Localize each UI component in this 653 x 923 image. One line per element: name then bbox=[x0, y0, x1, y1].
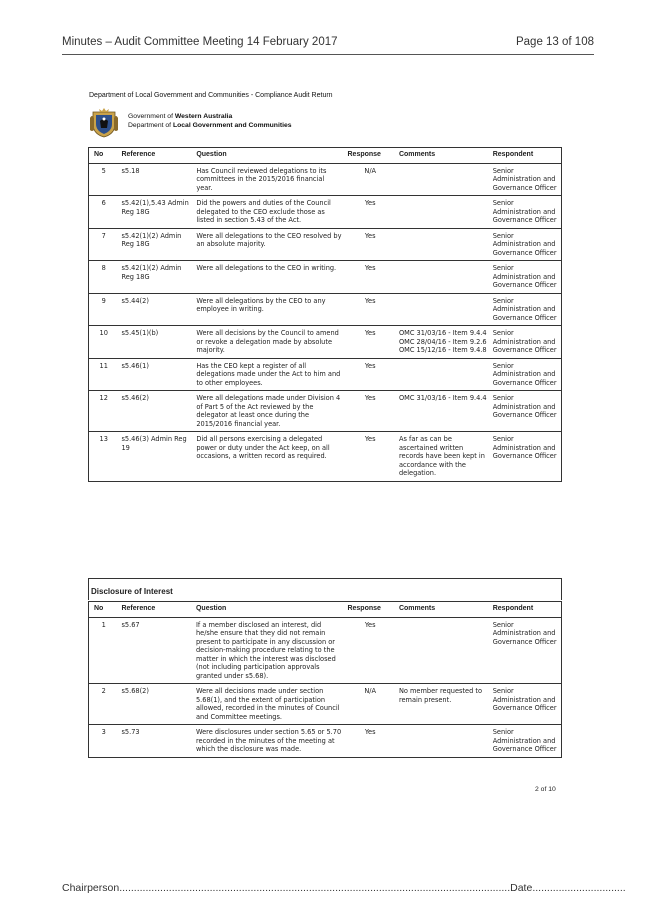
chairperson-line: ...................................................................................................................................... bbox=[119, 882, 511, 894]
table-header-row bbox=[89, 148, 562, 164]
col-no: No bbox=[89, 148, 119, 164]
row-response: Yes bbox=[345, 358, 396, 391]
row-respondent: Senior Administration and Governance Officer bbox=[490, 617, 562, 684]
row-reference: s5.42(1)(2) Admin Reg 18G bbox=[118, 261, 193, 294]
row-respondent: Senior Administration and Governance Officer bbox=[490, 326, 562, 359]
row-reference: s5.45(1)(b) bbox=[118, 326, 193, 359]
disclosure-section-title: Disclosure of Interest bbox=[88, 578, 562, 600]
row-comments bbox=[396, 358, 490, 391]
gov-line-2: Department of Local Government and Communities bbox=[128, 121, 292, 129]
row-comments bbox=[396, 725, 490, 758]
row-comments: As far as can be ascertained written records have been kept in accordance with the delegation. bbox=[396, 432, 490, 482]
row-number: 8 bbox=[89, 261, 119, 294]
row-respondent: Senior Administration and Governance Officer bbox=[490, 725, 562, 758]
date-line: ................................ bbox=[532, 882, 626, 894]
row-response: Yes bbox=[345, 293, 396, 326]
row-response: N/A bbox=[345, 163, 396, 196]
col-comments: Comments bbox=[396, 148, 490, 164]
col-response: Response bbox=[344, 602, 395, 618]
row-reference: s5.44(2) bbox=[118, 293, 193, 326]
row-comments: OMC 31/03/16 - Item 9.4.4 OMC 28/04/16 - Item 9.2.6 OMC 15/12/16 - Item 9.4.8 bbox=[396, 326, 490, 359]
row-question: Were all delegations to the CEO in writing. bbox=[193, 261, 344, 294]
table-row bbox=[89, 228, 562, 261]
table-row bbox=[89, 293, 562, 326]
col-question: Question bbox=[193, 602, 345, 618]
header-title: Minutes – Audit Committee Meeting 14 February 2017 bbox=[62, 36, 338, 48]
row-comments bbox=[396, 228, 490, 261]
row-response: Yes bbox=[344, 725, 395, 758]
col-no: No bbox=[89, 602, 119, 618]
row-response: Yes bbox=[345, 196, 396, 229]
row-question: Has Council reviewed delegations to its committees in the 2015/2016 financial year. bbox=[193, 163, 344, 196]
date-label: Date bbox=[510, 882, 533, 894]
row-number: 9 bbox=[89, 293, 119, 326]
row-number: 6 bbox=[89, 196, 119, 229]
gov-line-1: Government of Western Australia bbox=[128, 113, 233, 120]
row-comments: No member requested to remain present. bbox=[396, 684, 490, 725]
row-question: Were all decisions made under section 5.68(1), and the extent of participation allowed, recorded in the minutes of Council and Committee meetings. bbox=[193, 684, 345, 725]
row-number: 10 bbox=[89, 326, 119, 359]
table-row bbox=[89, 358, 562, 391]
table-row bbox=[89, 617, 562, 684]
delegation-table bbox=[88, 147, 562, 482]
row-question: If a member disclosed an interest, did he/she ensure that they did not remain present to participate in any discussion or decision-making procedure relating to the matter in which the interest was disclosed (not including participation approvals granted under s5.68). bbox=[193, 617, 345, 684]
row-reference: s5.46(3) Admin Reg 19 bbox=[118, 432, 193, 482]
row-number: 3 bbox=[89, 725, 119, 758]
row-number: 11 bbox=[89, 358, 119, 391]
table-row bbox=[89, 391, 562, 432]
row-response: N/A bbox=[344, 684, 395, 725]
table-row bbox=[89, 326, 562, 359]
page-header bbox=[62, 36, 594, 55]
row-number: 1 bbox=[89, 617, 119, 684]
row-respondent: Senior Administration and Governance Officer bbox=[490, 163, 562, 196]
government-branding bbox=[128, 113, 292, 130]
row-number: 5 bbox=[89, 163, 119, 196]
header-page-number: Page 13 of 108 bbox=[515, 36, 594, 48]
wa-crest-icon bbox=[90, 108, 118, 138]
row-question: Were all delegations to the CEO resolved by an absolute majority. bbox=[193, 228, 344, 261]
col-reference: Reference bbox=[118, 148, 193, 164]
row-reference: s5.42(1)(2) Admin Reg 18G bbox=[118, 228, 193, 261]
table-row bbox=[89, 684, 562, 725]
row-respondent: Senior Administration and Governance Officer bbox=[490, 261, 562, 294]
col-respondent: Respondent bbox=[490, 602, 562, 618]
table-row bbox=[89, 725, 562, 758]
chairperson-label: Chairperson bbox=[62, 882, 120, 894]
disclosure-table bbox=[88, 601, 562, 758]
row-response: Yes bbox=[345, 391, 396, 432]
row-response: Yes bbox=[344, 617, 395, 684]
table-row bbox=[89, 432, 562, 482]
col-respondent: Respondent bbox=[490, 148, 562, 164]
row-comments bbox=[396, 261, 490, 294]
row-question: Did the powers and duties of the Council delegated to the CEO exclude those as listed in section 5.43 of the Act. bbox=[193, 196, 344, 229]
row-respondent: Senior Administration and Governance Officer bbox=[490, 432, 562, 482]
inner-page-number: 2 of 10 bbox=[535, 786, 556, 793]
col-question: Question bbox=[193, 148, 344, 164]
row-question: Did all persons exercising a delegated power or duty under the Act keep, on all occasions, a written record as required. bbox=[193, 432, 344, 482]
row-comments: OMC 31/03/16 - Item 9.4.4 bbox=[396, 391, 490, 432]
row-respondent: Senior Administration and Governance Officer bbox=[490, 684, 562, 725]
row-question: Were all delegations by the CEO to any employee in writing. bbox=[193, 293, 344, 326]
row-comments bbox=[396, 617, 490, 684]
row-response: Yes bbox=[345, 261, 396, 294]
table-header-row bbox=[89, 602, 562, 618]
row-number: 7 bbox=[89, 228, 119, 261]
table-row bbox=[89, 261, 562, 294]
row-response: Yes bbox=[345, 326, 396, 359]
table-row bbox=[89, 196, 562, 229]
row-number: 13 bbox=[89, 432, 119, 482]
row-question: Has the CEO kept a register of all delegations made under the Act to him and to other employees. bbox=[193, 358, 344, 391]
row-respondent: Senior Administration and Governance Officer bbox=[490, 196, 562, 229]
row-reference: s5.42(1),5.43 Admin Reg 18G bbox=[118, 196, 193, 229]
row-reference: s5.73 bbox=[118, 725, 193, 758]
row-number: 12 bbox=[89, 391, 119, 432]
row-respondent: Senior Administration and Governance Officer bbox=[490, 358, 562, 391]
row-response: Yes bbox=[345, 228, 396, 261]
row-response: Yes bbox=[345, 432, 396, 482]
row-comments bbox=[396, 293, 490, 326]
row-reference: s5.67 bbox=[118, 617, 193, 684]
table-row bbox=[89, 163, 562, 196]
row-comments bbox=[396, 163, 490, 196]
row-reference: s5.18 bbox=[118, 163, 193, 196]
department-line: Department of Local Government and Communities - Compliance Audit Return bbox=[89, 92, 333, 99]
row-question: Were disclosures under section 5.65 or 5.70 recorded in the minutes of the meeting at which the disclosure was made. bbox=[193, 725, 345, 758]
row-reference: s5.68(2) bbox=[118, 684, 193, 725]
signature-footer bbox=[62, 882, 626, 894]
row-reference: s5.46(2) bbox=[118, 391, 193, 432]
row-comments bbox=[396, 196, 490, 229]
row-reference: s5.46(1) bbox=[118, 358, 193, 391]
row-respondent: Senior Administration and Governance Officer bbox=[490, 293, 562, 326]
col-comments: Comments bbox=[396, 602, 490, 618]
row-question: Were all delegations made under Division 4 of Part 5 of the Act reviewed by the delegator at least once during the 2015/2016 financial year. bbox=[193, 391, 344, 432]
col-response: Response bbox=[345, 148, 396, 164]
col-reference: Reference bbox=[118, 602, 193, 618]
row-number: 2 bbox=[89, 684, 119, 725]
row-respondent: Senior Administration and Governance Officer bbox=[490, 228, 562, 261]
row-respondent: Senior Administration and Governance Officer bbox=[490, 391, 562, 432]
row-question: Were all decisions by the Council to amend or revoke a delegation made by absolute majority. bbox=[193, 326, 344, 359]
